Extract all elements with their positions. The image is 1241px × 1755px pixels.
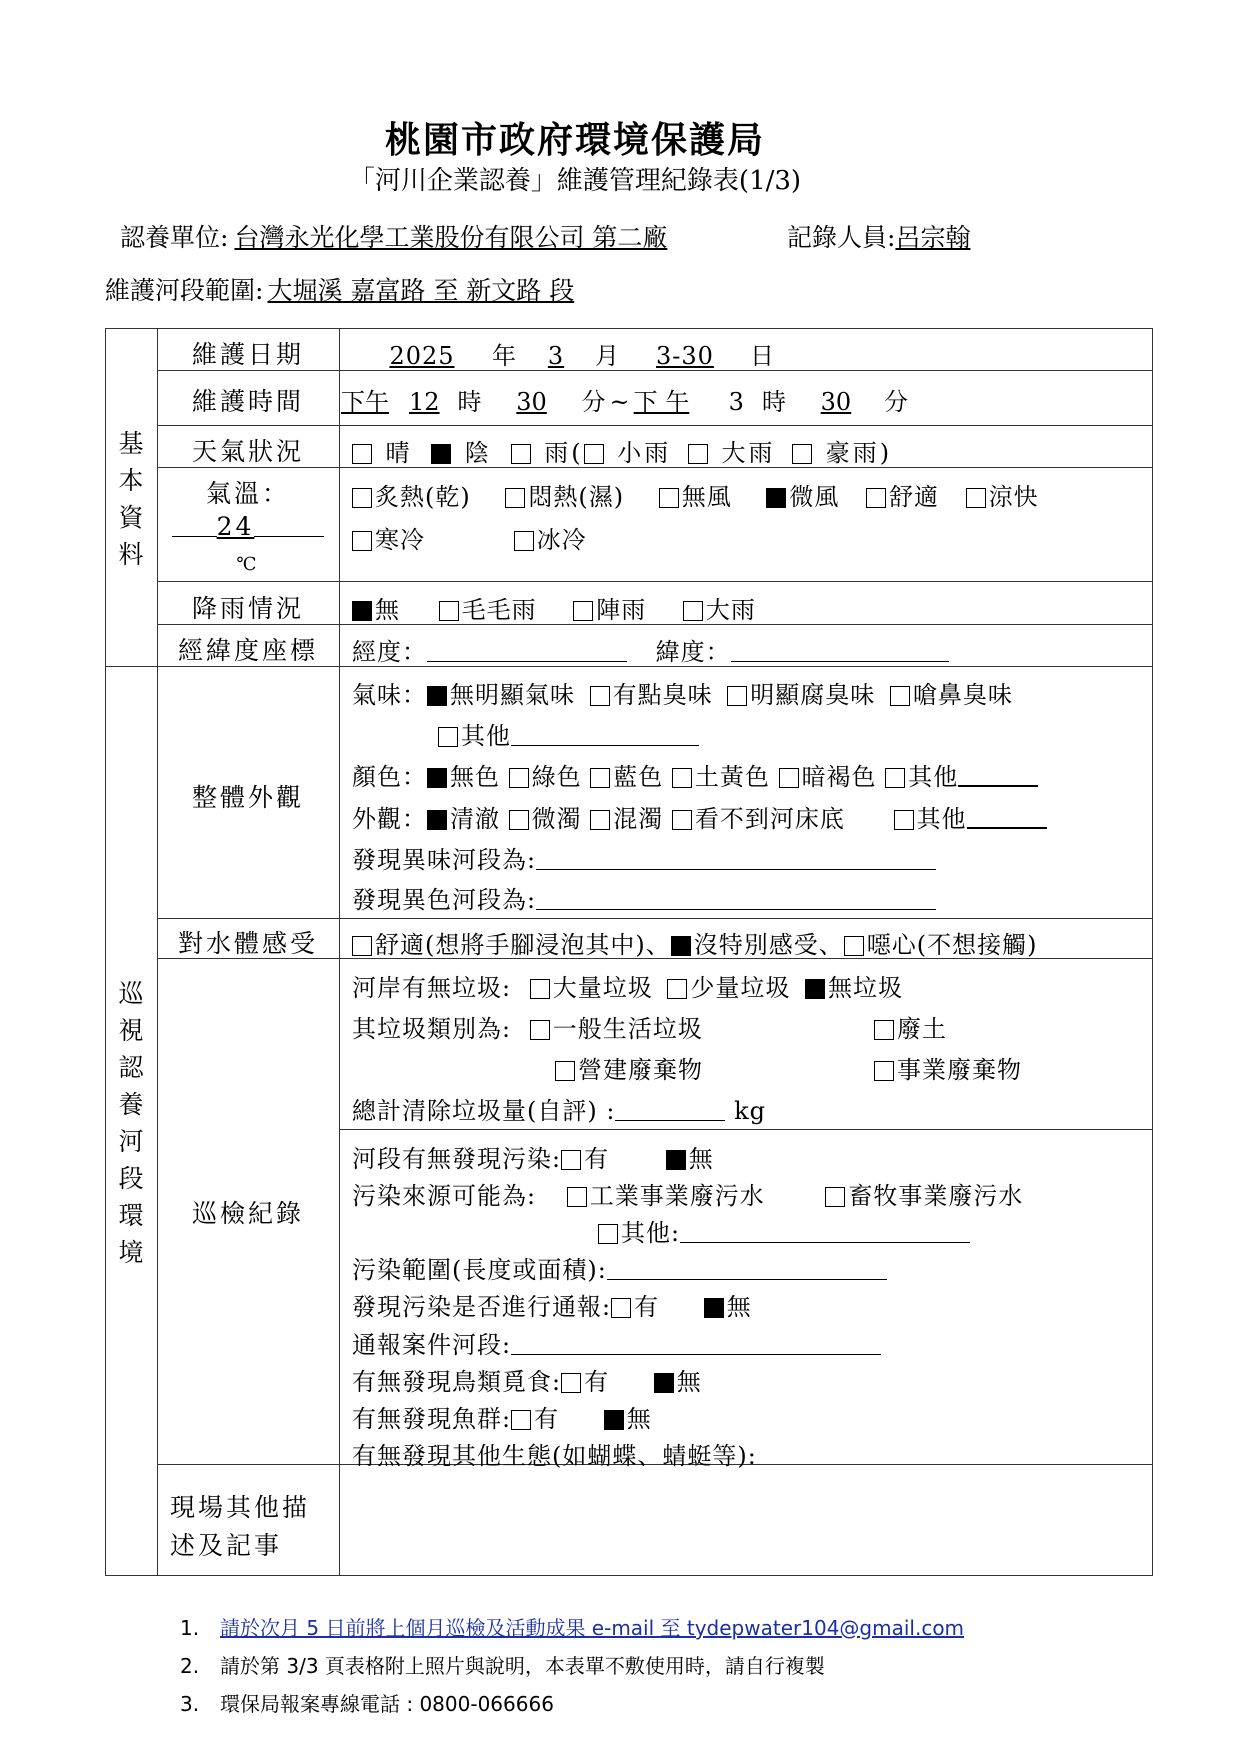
- checkbox-color-5[interactable]: [885, 768, 905, 788]
- checkbox-trash-2[interactable]: [805, 979, 825, 999]
- look-row: [352, 799, 1047, 834]
- notes-label-2: 述及記事: [170, 1531, 283, 1560]
- opt-cloudy: 陰: [464, 439, 492, 467]
- source-opt-0: 工業事業廢污水: [589, 1182, 765, 1210]
- temp-opt-5: 涼快: [988, 483, 1039, 511]
- time-label: 維護時間: [191, 387, 304, 416]
- rainfall-label: 降雨情況: [191, 594, 304, 623]
- color-other-input[interactable]: [958, 763, 1038, 787]
- section-patrol-label: [116, 975, 146, 1271]
- checkbox-rainfall-1[interactable]: [439, 601, 459, 621]
- unit-label: 認養單位:: [120, 223, 229, 252]
- temp-value-field: [158, 512, 338, 541]
- source-row: [352, 1176, 1023, 1211]
- checkbox-rain[interactable]: [511, 444, 531, 464]
- paren-close: ): [879, 439, 893, 467]
- checkbox-fish-no[interactable]: [604, 1410, 624, 1430]
- rainfall-opt-2: 陣雨: [596, 596, 647, 624]
- fish-no: 無: [626, 1405, 652, 1433]
- trash-type-label: 其垃圾類別為:: [352, 1015, 512, 1043]
- report-yes: 有: [634, 1293, 660, 1321]
- day-unit: 日: [750, 342, 775, 370]
- checkbox-look-3[interactable]: [672, 810, 692, 830]
- divider: [157, 918, 1153, 919]
- smell-opt-4: 其他: [461, 722, 511, 750]
- odd-color-row: [352, 880, 936, 915]
- page-subtitle: 「河川企業認養」維護管理紀錄表(1/3): [348, 166, 802, 196]
- checkbox-temp-3[interactable]: [766, 488, 786, 508]
- checkbox-feeling-2[interactable]: [844, 936, 864, 956]
- trash-total-label: 總計清除垃圾量(自評) :: [352, 1097, 616, 1125]
- latitude-input[interactable]: [731, 639, 949, 662]
- start-hour[interactable]: 12: [409, 388, 440, 416]
- patrol-label: 巡檢紀錄: [191, 1199, 304, 1228]
- color-opt-4: 暗褐色: [801, 763, 877, 791]
- look-opt-1: 微濁: [531, 805, 582, 833]
- checkbox-color-2[interactable]: [590, 768, 610, 788]
- day-value[interactable]: 3-30: [656, 342, 714, 370]
- color-opt-0: 無色: [450, 763, 500, 791]
- recorder-value[interactable]: 呂宗翰: [895, 223, 971, 252]
- time-field: [341, 382, 908, 417]
- longitude-input[interactable]: [427, 639, 627, 662]
- hour-unit-2: 時: [761, 388, 786, 416]
- section-patrol-text: 巡 視 認 養 河 段 環 境: [118, 979, 144, 1267]
- section-basic-label: [116, 425, 146, 573]
- checkbox-pollution-yes[interactable]: [561, 1150, 581, 1170]
- trash-total-input[interactable]: [615, 1098, 725, 1121]
- trash-type-row2b: [874, 1050, 1022, 1085]
- case-label: 通報案件河段:: [352, 1331, 512, 1359]
- hour-unit: 時: [457, 388, 482, 416]
- checkbox-temp-2[interactable]: [659, 488, 679, 508]
- opt-rain: 雨: [544, 439, 572, 467]
- pollution-range-input[interactable]: [607, 1257, 887, 1280]
- month-unit: 月: [595, 342, 620, 370]
- look-opt-2: 混濁: [613, 805, 664, 833]
- color-row: [352, 757, 1038, 792]
- pollution-no: 無: [688, 1145, 714, 1173]
- odd-color-input[interactable]: [536, 887, 936, 910]
- checkbox-look-1[interactable]: [509, 810, 529, 830]
- checkbox-smell-3[interactable]: [890, 686, 910, 706]
- checkbox-temp-4[interactable]: [866, 488, 886, 508]
- temp-value[interactable]: 24: [216, 512, 255, 541]
- rainfall-opt-1: 毛毛雨: [461, 596, 537, 624]
- checkbox-temp-6[interactable]: [352, 531, 372, 551]
- checkbox-smell-2[interactable]: [727, 686, 747, 706]
- trash-type-row1b: [874, 1009, 947, 1044]
- weather-label: 天氣狀況: [191, 437, 304, 466]
- longitude-label: 經度：: [352, 638, 427, 666]
- divider: [157, 425, 1153, 426]
- pollution-label: 河段有無發現污染:: [352, 1145, 562, 1173]
- fish-row: [352, 1399, 652, 1434]
- trash-total-row: [352, 1091, 766, 1126]
- end-hour[interactable]: 3: [728, 388, 744, 416]
- checkbox-sunny[interactable]: [352, 444, 372, 464]
- source-opt-1: 畜牧事業廢污水: [848, 1182, 1024, 1210]
- source-other-row: [598, 1213, 970, 1248]
- feeling-label: 對水體感受: [177, 929, 318, 958]
- temp-opt-7: 冰冷: [536, 526, 587, 554]
- unit-field: [120, 218, 667, 254]
- type-opt-3: 事業廢棄物: [897, 1056, 1022, 1084]
- checkbox-rainfall-0[interactable]: [352, 601, 372, 621]
- weather-options: [352, 433, 892, 468]
- checkbox-report-yes[interactable]: [611, 1298, 631, 1318]
- min-unit: 分: [581, 388, 606, 416]
- checkbox-feeling-0[interactable]: [352, 936, 372, 956]
- checkbox-rainfall-3[interactable]: [683, 601, 703, 621]
- pollution-row: [352, 1139, 714, 1174]
- checkbox-storm[interactable]: [792, 444, 812, 464]
- footer-text-2: 請於第 3/3 頁表格附上照片與說明，本表單不敷使用時，請自行複製: [220, 1654, 825, 1678]
- date-label: 維護日期: [191, 340, 304, 369]
- report-label: 發現污染是否進行通報:: [352, 1293, 612, 1321]
- checkbox-smell-0[interactable]: [427, 686, 447, 706]
- temp-opt-2: 無風: [681, 483, 732, 511]
- date-field: [352, 336, 775, 371]
- checkbox-temp-7[interactable]: [514, 531, 534, 551]
- temp-opt-3: 微風: [789, 483, 840, 511]
- checkbox-look-4[interactable]: [894, 810, 914, 830]
- trash-label: 河岸有無垃圾:: [352, 974, 512, 1002]
- temp-options-row1: [352, 477, 1039, 512]
- report-row: [352, 1287, 752, 1322]
- rainfall-options: [352, 590, 756, 625]
- temp-label: 氣溫：: [205, 479, 290, 508]
- type-opt-2: 營建廢棄物: [578, 1056, 703, 1084]
- end-ampm[interactable]: 下 午: [633, 388, 690, 416]
- odd-smell-input[interactable]: [536, 847, 936, 870]
- checkbox-smell-4[interactable]: [438, 727, 458, 747]
- temp-options-row2: [352, 520, 587, 555]
- smell-other-input[interactable]: [511, 723, 699, 746]
- divider: [157, 581, 1153, 582]
- checkbox-bird-yes[interactable]: [561, 1373, 581, 1393]
- checkbox-fish-yes[interactable]: [511, 1410, 531, 1430]
- source-label: 污染來源可能為:: [352, 1182, 537, 1210]
- color-opt-3: 土黃色: [694, 763, 770, 791]
- odd-color-label: 發現異色河段為:: [352, 886, 537, 914]
- trash-type-row1: [352, 1009, 703, 1044]
- trash-opt-1: 少量垃圾: [690, 974, 791, 1002]
- latitude-label: 緯度：: [655, 638, 731, 666]
- checkbox-temp-5[interactable]: [966, 488, 986, 508]
- bird-no: 無: [676, 1368, 702, 1396]
- checkbox-light-rain[interactable]: [584, 444, 604, 464]
- pollution-range-label: 污染範圍(長度或面積):: [352, 1256, 607, 1284]
- footer-num-3: 3.: [180, 1692, 200, 1716]
- smell-opt-1: 有點臭味: [612, 681, 713, 709]
- checkbox-source-0[interactable]: [567, 1187, 587, 1207]
- footer-note-3: [180, 1688, 554, 1717]
- start-ampm[interactable]: 下午: [341, 388, 389, 416]
- smell-opt-2: 明顯腐臭味: [750, 681, 876, 709]
- notes-label-1: 現場其他描: [170, 1493, 311, 1522]
- smell-row: [352, 675, 1013, 710]
- temp-unit: ℃: [236, 554, 260, 575]
- checkbox-report-no[interactable]: [704, 1298, 724, 1318]
- checkbox-color-3[interactable]: [672, 768, 692, 788]
- checkbox-heavy-rain[interactable]: [688, 444, 708, 464]
- checkbox-source-2[interactable]: [598, 1224, 618, 1244]
- divider: [339, 1129, 1153, 1130]
- trash-type-row2: [555, 1050, 703, 1085]
- rainfall-opt-0: 無: [375, 596, 400, 624]
- odd-smell-label: 發現異味河段為:: [352, 846, 537, 874]
- temp-opt-6: 寒冷: [375, 526, 425, 554]
- case-input[interactable]: [511, 1332, 881, 1355]
- time-sep: ~: [609, 388, 630, 416]
- opt-heavy-rain: 大雨: [721, 439, 776, 467]
- case-row: [352, 1325, 881, 1360]
- type-opt-0: 一般生活垃圾: [552, 1015, 703, 1043]
- bird-row: [352, 1362, 702, 1397]
- checkbox-color-1[interactable]: [509, 768, 529, 788]
- report-no: 無: [726, 1293, 752, 1321]
- checkbox-trash-1[interactable]: [667, 979, 687, 999]
- appearance-label: 整體外觀: [191, 783, 304, 812]
- smell-other-row: [438, 716, 699, 751]
- source-other-input[interactable]: [680, 1220, 970, 1243]
- color-label: 顏色：: [352, 763, 427, 791]
- feeling-opt-0: 舒適(想將手腳浸泡其中)、: [375, 931, 671, 959]
- rainfall-opt-3: 大雨: [705, 596, 756, 624]
- checkbox-rainfall-2[interactable]: [573, 601, 593, 621]
- checkbox-cloudy[interactable]: [431, 444, 451, 464]
- trash-row: [352, 968, 903, 1003]
- range-row: [352, 1250, 887, 1285]
- bird-label: 有無發現鳥類覓食:: [352, 1368, 562, 1396]
- pollution-yes: 有: [584, 1145, 610, 1173]
- color-opt-5: 其他: [908, 763, 959, 791]
- footer-num-1: 1.: [180, 1616, 200, 1640]
- eco-label: 有無發現其他生態(如蝴蝶、蜻蜓等):: [352, 1442, 757, 1470]
- smell-opt-3: 嗆鼻臭味: [912, 681, 1013, 709]
- look-opt-4: 其他: [916, 805, 967, 833]
- month-value[interactable]: 3: [547, 342, 565, 370]
- checkbox-feeling-1[interactable]: [671, 936, 691, 956]
- checkbox-bird-no[interactable]: [654, 1373, 674, 1393]
- year-value[interactable]: 2025: [389, 342, 455, 370]
- checkbox-temp-1[interactable]: [505, 488, 525, 508]
- feeling-options: [352, 925, 1037, 960]
- checkbox-type-0[interactable]: [530, 1020, 550, 1040]
- opt-sunny: 晴: [385, 439, 413, 467]
- color-opt-2: 藍色: [613, 763, 664, 791]
- unit-value[interactable]: 台灣永光化學工業股份有限公司 第二廠: [234, 223, 668, 252]
- odd-smell-row: [352, 840, 936, 875]
- paren-open: (: [571, 439, 584, 467]
- notes-input[interactable]: [341, 1466, 1151, 1574]
- coords-label: 經緯度座標: [177, 636, 318, 665]
- checkbox-look-2[interactable]: [590, 810, 610, 830]
- smell-opt-0: 無明顯氣味: [450, 681, 575, 709]
- checkbox-type-3[interactable]: [874, 1061, 894, 1081]
- smell-label: 氣味：: [352, 681, 427, 709]
- fish-label: 有無發現魚群:: [352, 1405, 512, 1433]
- checkbox-source-1[interactable]: [825, 1187, 845, 1207]
- checkbox-color-4[interactable]: [779, 768, 799, 788]
- temp-opt-4: 舒適: [889, 483, 940, 511]
- checkbox-type-1[interactable]: [874, 1020, 894, 1040]
- trash-opt-0: 大量垃圾: [552, 974, 653, 1002]
- checkbox-type-2[interactable]: [555, 1061, 575, 1081]
- range-value[interactable]: 大堀溪 嘉富路 至 新文路 段: [267, 276, 575, 305]
- year-unit: 年: [492, 342, 517, 370]
- fish-yes: 有: [534, 1405, 560, 1433]
- divider: [339, 328, 340, 1576]
- footer-text-1[interactable]: 請於次月 5 日前將上個月巡檢及活動成果 e-mail 至 tydepwater104@gmail.com: [220, 1616, 965, 1640]
- color-opt-1: 綠色: [531, 763, 582, 791]
- checkbox-smell-1[interactable]: [590, 686, 610, 706]
- look-opt-0: 清澈: [450, 805, 500, 833]
- type-opt-1: 廢土: [897, 1015, 947, 1043]
- range-label: 維護河段範圍:: [105, 276, 264, 305]
- checkbox-trash-0[interactable]: [530, 979, 550, 999]
- recorder-label: 記錄人員:: [787, 223, 896, 252]
- footer-num-2: 2.: [180, 1654, 200, 1678]
- footer-text-3: 環保局報案專線電話 : 0800-066666: [220, 1692, 554, 1716]
- footer-note-2: [180, 1650, 825, 1679]
- trash-opt-2: 無垃圾: [828, 974, 904, 1002]
- section-basic-text: 基 本 資 料: [118, 429, 144, 569]
- range-field: [105, 271, 574, 307]
- source-opt-2: 其他:: [621, 1219, 681, 1247]
- opt-light-rain: 小雨: [617, 439, 672, 467]
- temp-opt-0: 炙熱(乾): [375, 483, 471, 511]
- checkbox-temp-0[interactable]: [352, 488, 372, 508]
- checkbox-pollution-no[interactable]: [666, 1150, 686, 1170]
- feeling-opt-2: 噁心(不想接觸): [866, 931, 1038, 959]
- page-title: 桃園市政府環境保護局: [384, 119, 765, 161]
- min-unit-2: 分: [883, 388, 908, 416]
- footer-note-1: [180, 1612, 964, 1641]
- look-other-input[interactable]: [967, 805, 1047, 829]
- bird-yes: 有: [584, 1368, 610, 1396]
- recorder-field: [787, 218, 970, 254]
- checkbox-look-0[interactable]: [427, 810, 447, 830]
- end-min[interactable]: 30: [820, 388, 852, 416]
- feeling-opt-1: 沒特別感受、: [693, 931, 844, 959]
- start-min[interactable]: 30: [516, 388, 547, 416]
- temp-opt-1: 悶熱(濕): [528, 483, 625, 511]
- coords-field: [352, 632, 949, 667]
- trash-total-unit: kg: [734, 1097, 766, 1125]
- opt-storm: 豪雨: [825, 439, 880, 467]
- look-opt-3: 看不到河床底: [694, 805, 845, 833]
- look-label: 外觀：: [352, 805, 427, 833]
- checkbox-color-0[interactable]: [427, 768, 447, 788]
